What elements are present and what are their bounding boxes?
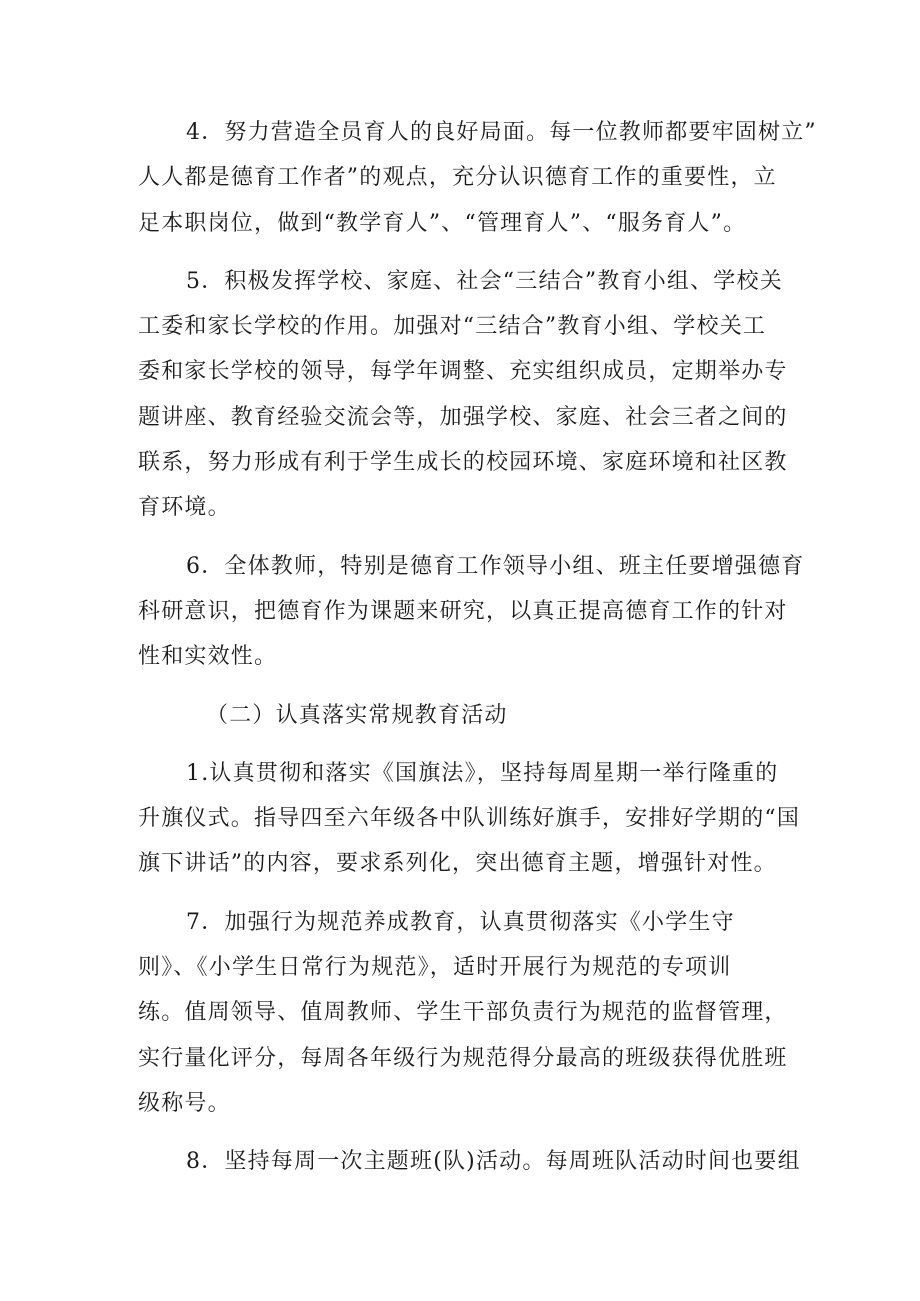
paragraph-line: 7．加强行为规范养成教育，认真贯彻落实《小学生守 — [186, 909, 735, 935]
paragraph-line: 级称号。 — [138, 1090, 231, 1116]
section-heading-text: （二）认真落实常规教育活动 — [206, 702, 508, 728]
paragraph-line: 题讲座、教育经验交流会等，加强学校、家庭、社会三者之间的 — [138, 404, 788, 430]
paragraph-item-6 — [138, 544, 805, 680]
paragraph-gap — [138, 531, 798, 544]
paragraph-line: 工委和家长学校的作用。加强对“三结合”教育小组、学校关工 — [138, 314, 767, 340]
paragraph-item-4 — [138, 110, 817, 246]
paragraph-line: 升旗仪式。指导四至六年级各中队训练好旗手，安排好学期的“国 — [138, 806, 801, 832]
section-heading — [138, 693, 798, 738]
paragraph-line: 实行量化评分，每周各年级行为规范得分最高的班级获得优胜班 — [138, 1045, 788, 1071]
paragraph-item-1 — [138, 751, 801, 887]
paragraph-line: 8．坚持每周一次主题班(队)活动。每周班队活动时间也要组 — [186, 1149, 801, 1175]
paragraph-gap — [138, 738, 798, 751]
paragraph-gap — [138, 887, 798, 900]
paragraph-line: 6．全体教师，特别是德育工作领导小组、班主任要增强德育 — [186, 553, 805, 579]
paragraph-line: 足本职岗位，做到“教学育人”、“管理育人”、“服务育人”。 — [138, 210, 747, 236]
paragraph-line: 性和实效性。 — [138, 644, 278, 670]
paragraph-item-7 — [138, 900, 798, 1126]
paragraph-line: 4．努力营造全员育人的良好局面。每一位教师都要牢固树立” — [186, 120, 817, 145]
paragraph-item-8 — [138, 1139, 801, 1184]
paragraph-line: 1.认真贯彻和落实《国旗法》，坚持每周星期一举行隆重的 — [186, 760, 779, 786]
paragraph-item-5 — [138, 259, 798, 531]
paragraph-line: 则》、《小学生日常行为规范》，适时开展行为规范的专项训 — [138, 955, 732, 981]
paragraph-line: 练。值周领导、值周教师、学生干部负责行为规范的监督管理， — [138, 1000, 788, 1026]
paragraph-line: 5．积极发挥学校、家庭、社会“三结合”教育小组、学校关 — [186, 268, 783, 294]
document-body — [138, 110, 817, 1185]
paragraph-gap — [138, 680, 798, 693]
paragraph-gap — [138, 246, 798, 259]
paragraph-line: 联系，努力形成有利于学生成长的校园环境、家庭环境和社区教 — [138, 450, 788, 476]
paragraph-gap — [138, 1126, 798, 1139]
paragraph-line: 旗下讲话”的内容，要求系列化，突出德育主题，增强针对性。 — [138, 851, 777, 877]
paragraph-line: 人人都是德育工作者”的观点，充分认识德育工作的重要性，立 — [138, 165, 777, 191]
paragraph-line: 委和家长学校的领导，每学年调整、充实组织成员，定期举办专 — [138, 359, 788, 385]
paragraph-line: 育环境。 — [138, 495, 231, 521]
paragraph-line: 科研意识，把德育作为课题来研究，以真正提高德育工作的针对 — [138, 598, 788, 624]
